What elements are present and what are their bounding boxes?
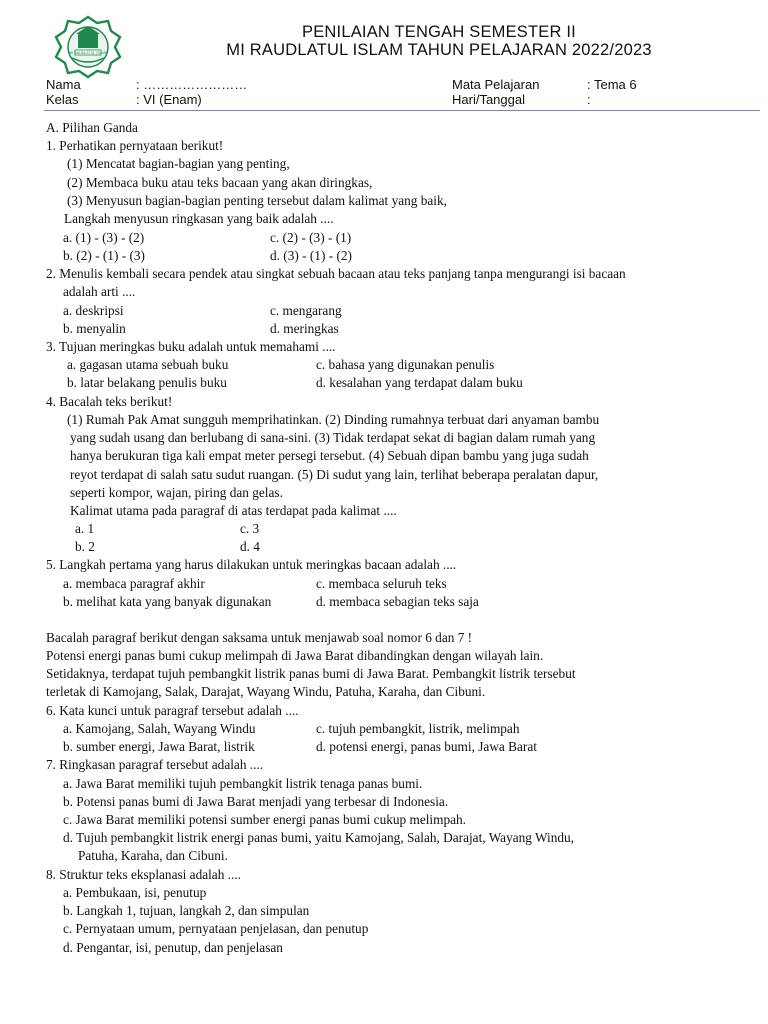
q1-statement-2: (2) Membaca buku atau teks bacaan yang akan diringkas, bbox=[67, 175, 373, 190]
mapel-value: : Tema 6 bbox=[587, 77, 637, 92]
header-divider bbox=[44, 110, 760, 111]
section-heading: A. Pilihan Ganda bbox=[46, 120, 138, 135]
q4-passage-line-4: reyot terdapat di salah satu sudut ruangan. (5) Di sudut yang lain, terlihat beberapa peralatan dapur, bbox=[70, 467, 599, 482]
q4-passage-line-5: seperti kompor, wajan, piring dan gelas. bbox=[70, 485, 283, 500]
question-2-stem: 2. Menulis kembali secara pendek atau singkat sebuah bacaan atau teks panjang tanpa mengurangi isi bacaan bbox=[46, 266, 626, 281]
q5-option-b: b. melihat kata yang banyak digunakan bbox=[63, 594, 272, 609]
q5-option-a: a. membaca paragraf akhir bbox=[63, 576, 205, 591]
question-7-stem: 7. Ringkasan paragraf tersebut adalah .... bbox=[46, 757, 264, 772]
question-4-stem: 4. Bacalah teks berikut! bbox=[46, 394, 173, 409]
page-subtitle: MI RAUDLATUL ISLAM TAHUN PELAJARAN 2022/2023 bbox=[226, 41, 652, 59]
q8-option-a: a. Pembukaan, isi, penutup bbox=[63, 885, 207, 900]
q3-option-d: d. kesalahan yang terdapat dalam buku bbox=[316, 375, 523, 390]
passage-line-3: terletak di Kamojang, Salak, Darajat, Wayang Windu, Patuha, Karaha, dan Cibuni. bbox=[46, 684, 486, 699]
question-8-stem: 8. Struktur teks eksplanasi adalah .... bbox=[46, 867, 241, 882]
q8-option-b: b. Langkah 1, tujuan, langkah 2, dan simpulan bbox=[63, 903, 310, 918]
question-5-stem: 5. Langkah pertama yang harus dilakukan untuk meringkas bacaan adalah .... bbox=[46, 557, 457, 572]
question-1-stem: 1. Perhatikan pernyataan berikut! bbox=[46, 138, 224, 153]
q4-passage-line-3: hanya berukuran tiga kali empat meter persegi tersebut. (4) Sebuah dipan bambu yang juga sudah bbox=[70, 448, 589, 463]
passage-intro: Bacalah paragraf berikut dengan saksama untuk menjawab soal nomor 6 dan 7 ! bbox=[46, 630, 473, 645]
q2-option-c: c. mengarang bbox=[270, 303, 342, 318]
q6-option-a: a. Kamojang, Salah, Wayang Windu bbox=[63, 721, 256, 736]
q5-option-d: d. membaca sebagian teks saja bbox=[316, 594, 479, 609]
q8-option-c: c. Pernyataan umum, pernyataan penjelasan, dan penutup bbox=[63, 921, 369, 936]
q1-option-b: b. (2) - (1) - (3) bbox=[63, 248, 145, 263]
q6-option-d: d. potensi energi, panas bumi, Jawa Barat bbox=[316, 739, 537, 754]
school-logo-icon bbox=[52, 14, 124, 80]
q4-option-d: d. 4 bbox=[240, 539, 260, 554]
passage-line-2: Setidaknya, terdapat tujuh pembangkit listrik panas bumi di Jawa Barat. Pembangkit listrik tersebut bbox=[46, 666, 576, 681]
kelas-label: Kelas bbox=[46, 92, 79, 107]
q1-statement-1: (1) Mencatat bagian-bagian yang penting, bbox=[67, 156, 290, 171]
q2-option-d: d. meringkas bbox=[270, 321, 339, 336]
q1-option-a: a. (1) - (3) - (2) bbox=[63, 230, 145, 245]
q6-option-b: b. sumber energi, Jawa Barat, listrik bbox=[63, 739, 255, 754]
question-6-stem: 6. Kata kunci untuk paragraf tersebut adalah .... bbox=[46, 703, 299, 718]
q1-option-c: c. (2) - (3) - (1) bbox=[270, 230, 352, 245]
q3-option-c: c. bahasa yang digunakan penulis bbox=[316, 357, 495, 372]
q2-stem-cont: adalah arti .... bbox=[63, 284, 136, 299]
q1-statement-3: (3) Menyusun bagian-bagian penting tersebut dalam kalimat yang baik, bbox=[67, 193, 447, 208]
q2-option-b: b. menyalin bbox=[63, 321, 126, 336]
svg-text:MI RAUDLATUL ISLAM: MI RAUDLATUL ISLAM bbox=[69, 50, 107, 55]
passage-line-1: Potensi energi panas bumi cukup melimpah di Jawa Barat dibandingkan dengan wilayah lain. bbox=[46, 648, 544, 663]
q7-option-d-cont: Patuha, Karaha, dan Cibuni. bbox=[78, 848, 228, 863]
mapel-label: Mata Pelajaran bbox=[452, 77, 540, 92]
q3-option-b: b. latar belakang penulis buku bbox=[67, 375, 227, 390]
q4-option-b: b. 2 bbox=[75, 539, 95, 554]
q7-option-b: b. Potensi panas bumi di Jawa Barat menjadi yang terbesar di Indonesia. bbox=[63, 794, 449, 809]
q1-option-d: d. (3) - (1) - (2) bbox=[270, 248, 352, 263]
q2-option-a: a. deskripsi bbox=[63, 303, 124, 318]
page-title: PENILAIAN TENGAH SEMESTER II bbox=[302, 23, 576, 41]
q7-option-c: c. Jawa Barat memiliki potensi sumber energi panas bumi cukup melimpah. bbox=[63, 812, 466, 827]
q7-option-a: a. Jawa Barat memiliki tujuh pembangkit listrik tenaga panas bumi. bbox=[63, 776, 423, 791]
q1-question: Langkah menyusun ringkasan yang baik adalah .... bbox=[64, 211, 334, 226]
q4-passage-line-2: yang sudah usang dan berlubang di sana-sini. (3) Tidak terdapat sekat di bagian dalam rumah yang bbox=[70, 430, 596, 445]
q8-option-d: d. Pengantar, isi, penutup, dan penjelasan bbox=[63, 940, 283, 955]
q3-option-a: a. gagasan utama sebuah buku bbox=[67, 357, 229, 372]
question-3-stem: 3. Tujuan meringkas buku adalah untuk memahami .... bbox=[46, 339, 336, 354]
hari-label: Hari/Tanggal bbox=[452, 92, 525, 107]
nama-value: : …………………… bbox=[136, 77, 248, 92]
q4-option-c: c. 3 bbox=[240, 521, 260, 536]
q4-option-a: a. 1 bbox=[75, 521, 95, 536]
q5-option-c: c. membaca seluruh teks bbox=[316, 576, 447, 591]
q4-question: Kalimat utama pada paragraf di atas terdapat pada kalimat .... bbox=[70, 503, 397, 518]
q7-option-d: d. Tujuh pembangkit listrik energi panas bumi, yaitu Kamojang, Salah, Darajat, Wayang Windu, bbox=[63, 830, 574, 845]
hari-value: : bbox=[587, 92, 591, 107]
q4-passage-line-1: (1) Rumah Pak Amat sungguh memprihatinkan. (2) Dinding rumahnya terbuat dari anyaman bambu bbox=[67, 412, 600, 427]
nama-label: Nama bbox=[46, 77, 81, 92]
kelas-value: : VI (Enam) bbox=[136, 92, 202, 107]
q6-option-c: c. tujuh pembangkit, listrik, melimpah bbox=[316, 721, 520, 736]
